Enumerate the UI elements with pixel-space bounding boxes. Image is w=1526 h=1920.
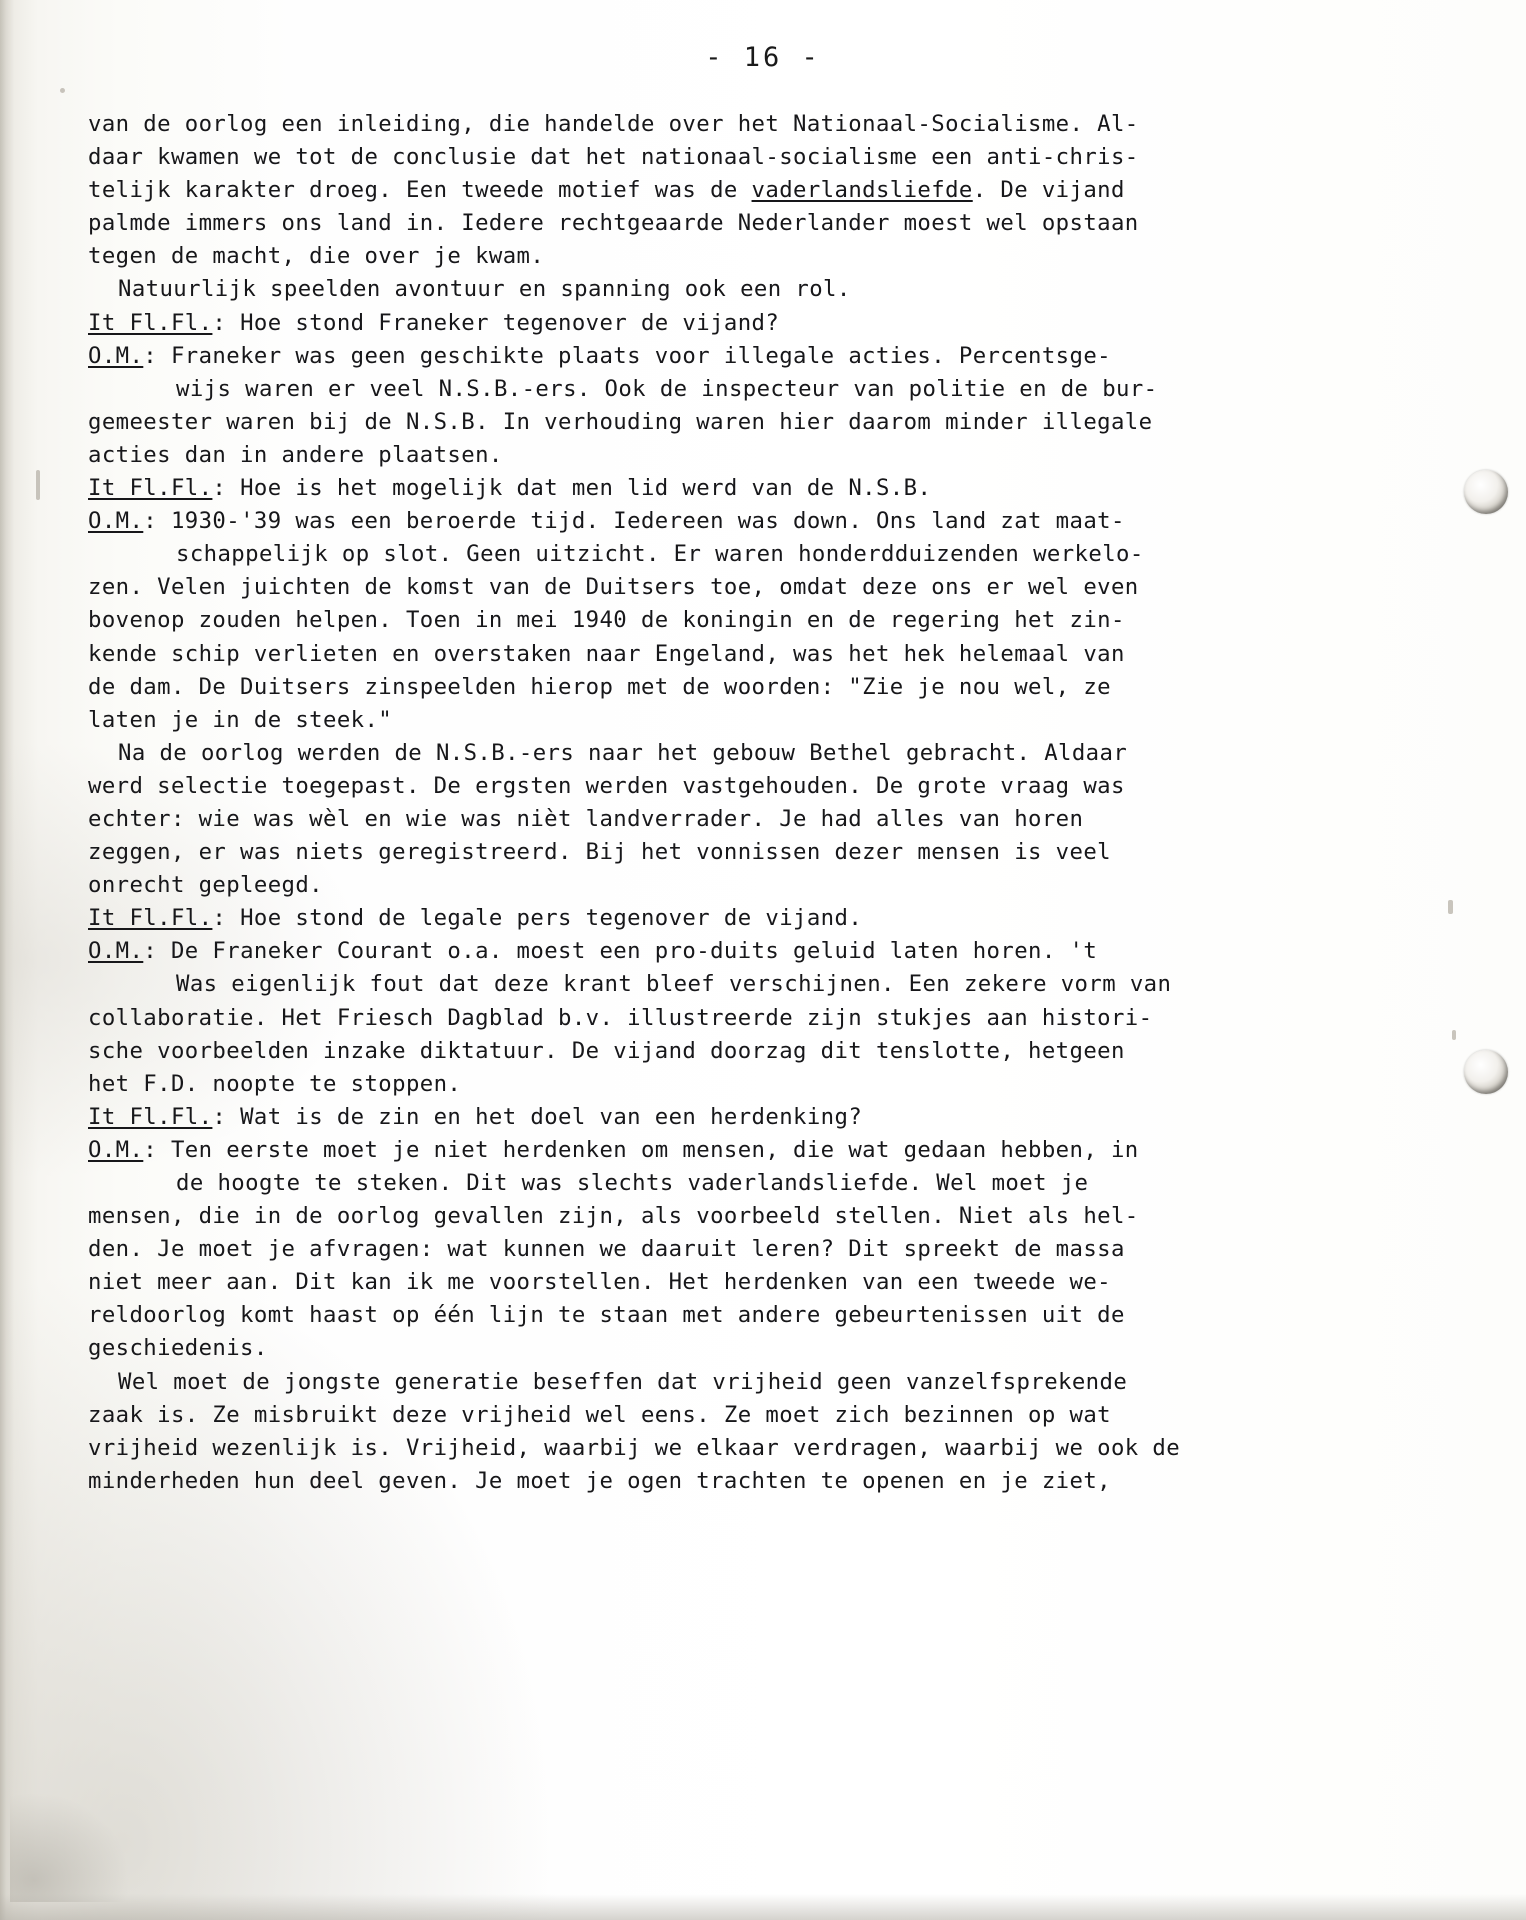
text-line: sche voorbeelden inzake diktatuur. De vijand doorzag dit tenslotte, hetgeen: [88, 1037, 1125, 1064]
text-line: acties dan in andere plaatsen.: [88, 441, 503, 468]
text-line: niet meer aan. Dit kan ik me voorstellen. Het herdenken van een tweede we-: [88, 1269, 1111, 1296]
text-line: It Fl.Fl.: Wat is de zin en het doel van een herdenking?: [88, 1103, 863, 1130]
text-line: mensen, die in de oorlog gevallen zijn, als voorbeeld stellen. Niet als hel-: [88, 1203, 1139, 1230]
text-line: de dam. De Duitsers zinspeelden hierop met de woorden: "Zie je nou wel, ze: [88, 673, 1111, 700]
text-line: wijs waren er veel N.S.B.-ers. Ook de inspecteur van politie en de bur-: [176, 375, 1158, 402]
text-line: O.M.: De Franeker Courant o.a. moest een pro-duits geluid laten horen. 't: [88, 938, 1098, 965]
paragraph: [88, 273, 1456, 306]
text-line: zaak is. Ze misbruikt deze vrijheid wel eens. Ze moet zich bezinnen op wat: [88, 1401, 1111, 1428]
paragraph: [88, 472, 1456, 505]
text-line: bovenop zouden helpen. Toen in mei 1940 de koningin en de regering het zin-: [88, 607, 1125, 634]
underlined-text: O.M.: [88, 1136, 144, 1163]
scan-speck: [60, 88, 65, 93]
document-body: [88, 108, 1456, 1498]
underlined-text: O.M.: [88, 342, 144, 369]
text-line: zen. Velen juichten de komst van de Duitsers toe, omdat deze ons er wel even: [88, 574, 1139, 601]
scan-speck: [36, 470, 40, 500]
paragraph: [88, 340, 1456, 472]
text-line: werd selectie toegepast. De ergsten werden vastgehouden. De grote vraag was: [88, 772, 1125, 799]
text-line: O.M.: 1930-'39 was een beroerde tijd. Iedereen was down. Ons land zat maat-: [88, 508, 1125, 535]
paragraph: [88, 108, 1456, 273]
text-line: tegen de macht, die over je kwam.: [88, 243, 545, 270]
text-line: reldoorlog komt haast op één lijn te staan met andere gebeurtenissen uit de: [88, 1302, 1125, 1329]
scan-edge-left: [0, 0, 14, 1920]
text-line: collaboratie. Het Friesch Dagblad b.v. illustreerde zijn stukjes aan histori-: [88, 1004, 1153, 1031]
text-line: laten je in de steek.": [88, 706, 393, 733]
paragraph: [88, 1134, 1456, 1366]
paragraph: [88, 902, 1456, 935]
text-line: den. Je moet je afvragen: wat kunnen we daaruit leren? Dit spreekt de massa: [88, 1236, 1125, 1263]
text-line: O.M.: Franeker was geen geschikte plaats voor illegale acties. Percentsge-: [88, 342, 1111, 369]
text-line: It Fl.Fl.: Hoe stond Franeker tegenover de vijand?: [88, 309, 780, 336]
text-line: gemeester waren bij de N.S.B. In verhouding waren hier daarom minder illegale: [88, 408, 1153, 435]
text-line: zeggen, er was niets geregistreerd. Bij het vonnissen dezer mensen is veel: [88, 839, 1111, 866]
text-line: Wel moet de jongste generatie beseffen dat vrijheid geen vanzelfsprekende: [118, 1368, 1128, 1395]
paragraph: [88, 1366, 1456, 1498]
text-line: echter: wie was wèl en wie was nièt landverrader. Je had alles van horen: [88, 805, 1084, 832]
text-line: Natuurlijk speelden avontuur en spanning ook een rol.: [118, 276, 851, 303]
underlined-text: It Fl.Fl.: [88, 1103, 213, 1130]
scan-corner-smudge: [10, 1792, 130, 1902]
paragraph: [88, 505, 1456, 737]
underlined-text: It Fl.Fl.: [88, 475, 213, 502]
paragraph: [88, 1101, 1456, 1134]
underlined-text: vaderlandsliefde: [751, 177, 973, 204]
underlined-text: It Fl.Fl.: [88, 905, 213, 932]
text-line: kende schip verlieten en overstaken naar Engeland, was het hek helemaal van: [88, 640, 1125, 667]
hole-punch-icon: [1464, 470, 1508, 514]
text-line: Was eigenlijk fout dat deze krant bleef verschijnen. Een zekere vorm van: [176, 971, 1172, 998]
paragraph: [88, 307, 1456, 340]
paragraph: [88, 935, 1456, 1100]
text-line: telijk karakter droeg. Een tweede motief was de vaderlandsliefde. De vijand: [88, 177, 1125, 204]
text-line: palmde immers ons land in. Iedere rechtgeaarde Nederlander moest wel opstaan: [88, 210, 1139, 237]
text-line: de hoogte te steken. Dit was slechts vaderlandsliefde. Wel moet je: [176, 1170, 1089, 1196]
hole-punch-icon: [1464, 1050, 1508, 1094]
text-line: Na de oorlog werden de N.S.B.-ers naar het gebouw Bethel gebracht. Aldaar: [118, 739, 1128, 766]
underlined-text: O.M.: [88, 508, 144, 535]
text-line: It Fl.Fl.: Hoe is het mogelijk dat men lid werd van de N.S.B.: [88, 475, 932, 502]
paragraph: [88, 737, 1456, 902]
text-line: geschiedenis.: [88, 1335, 268, 1362]
text-line: vrijheid wezenlijk is. Vrijheid, waarbij we elkaar verdragen, waarbij we ook de: [88, 1434, 1181, 1461]
text-line: van de oorlog een inleiding, die handelde over het Nationaal-Socialisme. Al-: [88, 111, 1139, 137]
underlined-text: It Fl.Fl.: [88, 309, 213, 336]
text-line: daar kwamen we tot de conclusie dat het nationaal-socialisme een anti-chris-: [88, 144, 1139, 171]
scan-edge-bottom: [0, 1894, 1526, 1920]
text-line: It Fl.Fl.: Hoe stond de legale pers tegenover de vijand.: [88, 905, 863, 932]
text-line: het F.D. noopte te stoppen.: [88, 1070, 462, 1097]
page-number: - 16 -: [705, 42, 821, 73]
text-line: minderheden hun deel geven. Je moet je ogen trachten te openen en je ziet,: [88, 1467, 1111, 1494]
underlined-text: O.M.: [88, 938, 144, 965]
text-line: onrecht gepleegd.: [88, 872, 324, 899]
text-line: schappelijk op slot. Geen uitzicht. Er waren honderdduizenden werkelo-: [176, 541, 1144, 568]
text-line: O.M.: Ten eerste moet je niet herdenken om mensen, die wat gedaan hebben, in: [88, 1136, 1139, 1163]
